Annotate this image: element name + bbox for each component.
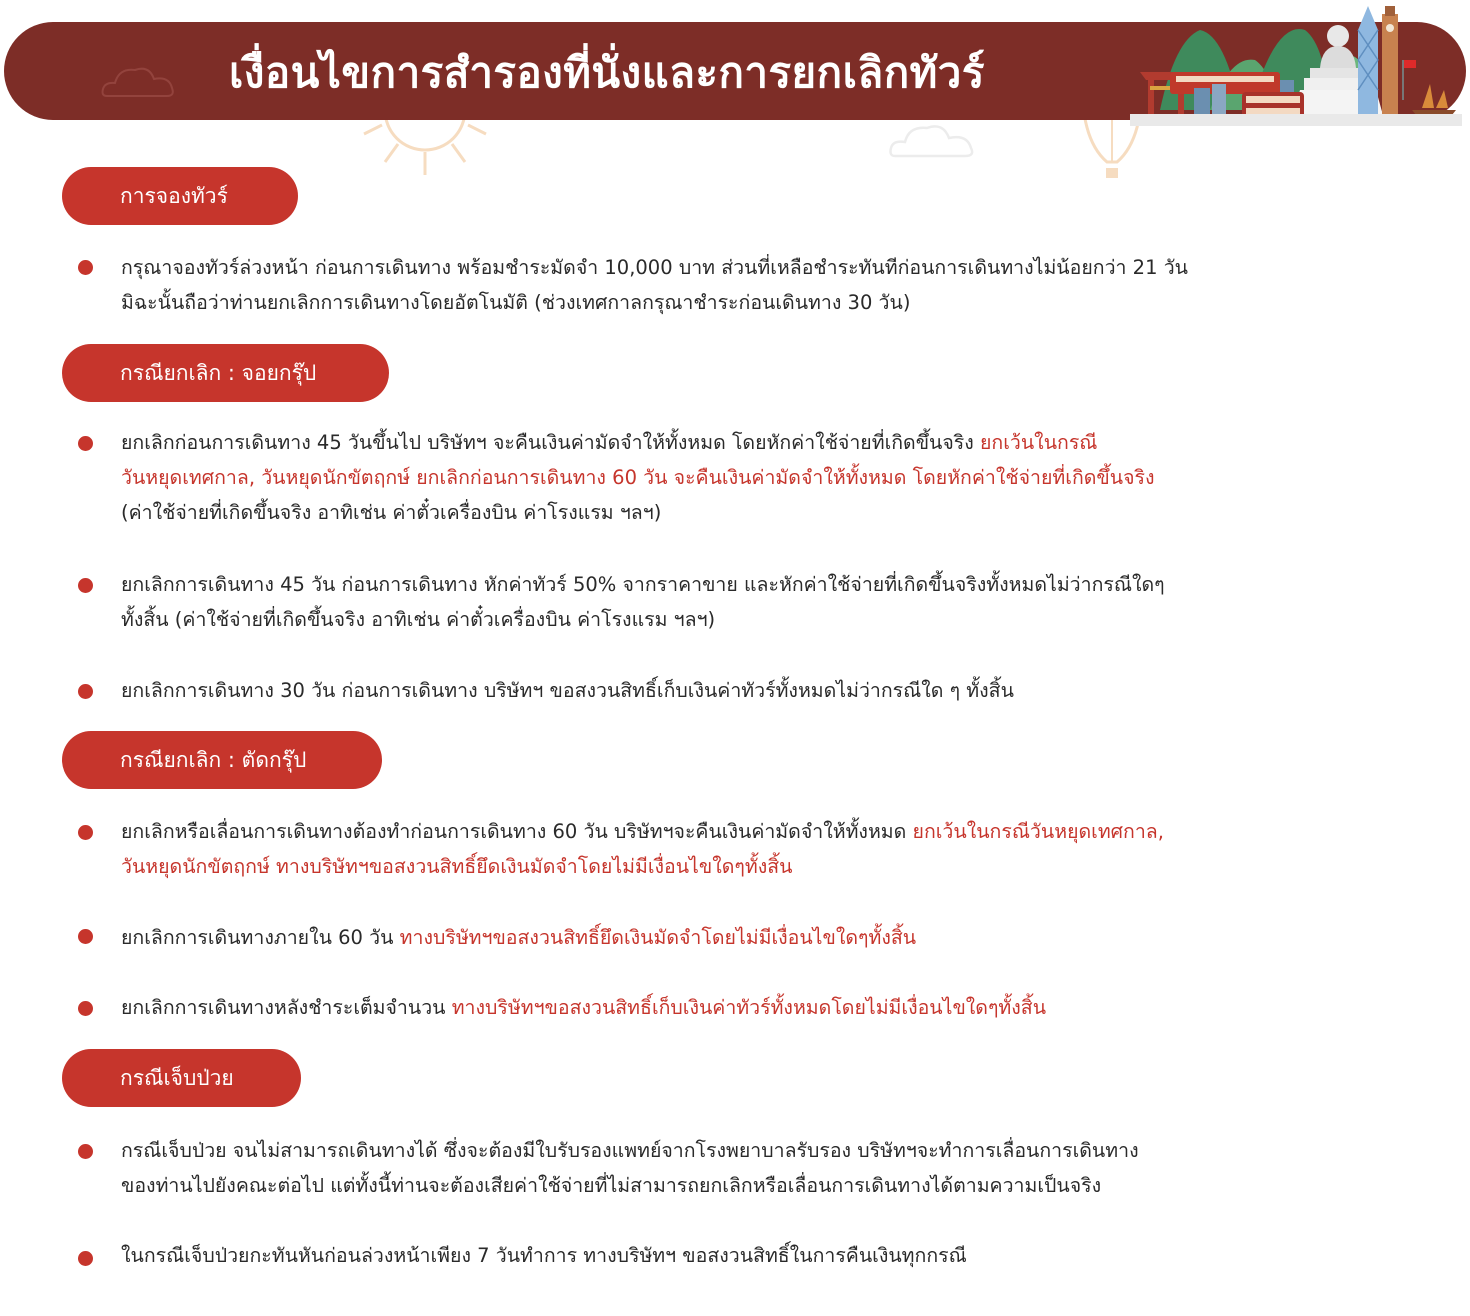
bullet-icon — [78, 260, 93, 275]
bullet-icon — [78, 1001, 93, 1016]
bullet-icon — [78, 1251, 93, 1266]
item-text-line: ในกรณีเจ็บป่วยกะทันหันก่อนล่วงหน้าเพียง 7 วันทำการ ทางบริษัทฯ ขอสงวนสิทธิ์ในการคืนเงินทุกกรณี — [121, 1244, 967, 1267]
cloud-decoration — [885, 118, 980, 163]
section-label-cancel-join: กรณียกเลิก : จอยกรุ๊ป — [62, 344, 389, 402]
hong-kong-landmarks-illustration — [1130, 0, 1462, 126]
bullet-icon — [78, 436, 93, 451]
item-text-line: มิฉะนั้นถือว่าท่านยกเลิกการเดินทางโดยอัตโนมัติ (ช่วงเทศกาลกรุณาชำระก่อนเดินทาง 30 วัน) — [121, 291, 911, 314]
page-title: เงื่อนไขการสำรองที่นั่งและการยกเลิกทัวร์ — [229, 48, 985, 97]
item-text-highlight: ทางบริษัทฯขอสงวนสิทธิ์ยึดเงินมัดจำโดยไม่มีเงื่อนไขใดๆทั้งสิ้น — [399, 926, 917, 949]
bullet-icon — [78, 825, 93, 840]
item-text-line — [121, 814, 1366, 849]
item-text: ยกเลิกการเดินทางหลังชำระเต็มจำนวน — [121, 996, 452, 1019]
item-text-line — [121, 920, 1366, 955]
item-text-line: (ค่าใช้จ่ายที่เกิดขึ้นจริง อาทิเช่น ค่าตั๋วเครื่องบิน ค่าโรงแรม ฯลฯ) — [121, 501, 662, 524]
item-text-line: ของท่านไปยังคณะต่อไป แต่ทั้งนี้ท่านจะต้องเสียค่าใช้จ่ายที่ไม่สามารถยกเลิกหรือเลื่อนการเดินทางได้ตามความเป็นจริง — [121, 1174, 1102, 1197]
bullet-icon — [78, 929, 93, 944]
bullet-icon — [78, 1144, 93, 1159]
item-text-line: ทั้งสิ้น (ค่าใช้จ่ายที่เกิดขึ้นจริง อาทิเช่น ค่าตั๋วเครื่องบิน ค่าโรงแรม ฯลฯ) — [121, 608, 716, 631]
item-text-line: ยกเลิกการเดินทาง 30 วัน ก่อนการเดินทาง บริษัทฯ ขอสงวนสิทธิ์เก็บเงินค่าทัวร์ทั้งหมดไม่ว่ากรณีใด ๆ ทั้งสิ้น — [121, 679, 1014, 702]
item-text-line: กรุณาจองทัวร์ล่วงหน้า ก่อนการเดินทาง พร้อมชำระมัดจำ 10,000 บาท ส่วนที่เหลือชำระทันทีก่อนการเดินทางไม่น้อยกว่า 21 วัน — [121, 256, 1188, 279]
item-text-line: กรณีเจ็บป่วย จนไม่สามารถเดินทางได้ ซึ่งจะต้องมีใบรับรองแพทย์จากโรงพยาบาลรับรอง บริษัทฯจะทำการเลื่อนการเดินทาง — [121, 1139, 1139, 1162]
item-text-highlight: ยกเว้นในกรณีวันหยุดเทศกาล, — [912, 820, 1164, 843]
cloud-icon — [99, 62, 179, 102]
item-text: ยกเลิกหรือเลื่อนการเดินทางต้องทำก่อนการเดินทาง 60 วัน บริษัทฯจะคืนเงินค่ามัดจำให้ทั้งหมด — [121, 820, 913, 843]
bullet-icon — [78, 684, 93, 699]
item-text-line — [121, 990, 1366, 1025]
item-text-line — [121, 425, 1366, 460]
item-text: ยกเลิกการเดินทางภายใน 60 วัน — [121, 926, 400, 949]
section-label-cancel-private: กรณียกเลิก : ตัดกรุ๊ป — [62, 731, 382, 789]
section-label-booking: การจองทัวร์ — [62, 167, 298, 225]
item-text-highlight: ทางบริษัทฯขอสงวนสิทธิ์เก็บเงินค่าทัวร์ทั้งหมดโดยไม่มีเงื่อนไขใดๆทั้งสิ้น — [451, 996, 1047, 1019]
section-label-illness: กรณีเจ็บป่วย — [62, 1049, 301, 1107]
item-text-highlight: ยกเว้นในกรณี — [980, 431, 1098, 454]
bullet-icon — [78, 578, 93, 593]
item-text-highlight: วันหยุดนักขัตฤกษ์ ทางบริษัทฯขอสงวนสิทธิ์ยึดเงินมัดจำโดยไม่มีเงื่อนไขใดๆทั้งสิ้น — [121, 855, 793, 878]
item-text-highlight: วันหยุดเทศกาล, วันหยุดนักขัตฤกษ์ ยกเลิกก่อนการเดินทาง 60 วัน จะคืนเงินค่ามัดจำให้ทั้งหมด โดยหักค่าใช้จ่ายที่เกิดขึ้นจริง — [121, 466, 1155, 489]
item-text: ยกเลิกก่อนการเดินทาง 45 วันขึ้นไป บริษัทฯ จะคืนเงินค่ามัดจำให้ทั้งหมด โดยหักค่าใช้จ่ายที่เกิดขึ้นจริง — [121, 431, 980, 454]
item-text-line: ยกเลิกการเดินทาง 45 วัน ก่อนการเดินทาง หักค่าทัวร์ 50% จากราคาขาย และหักค่าใช้จ่ายที่เกิดขึ้นจริงทั้งหมดไม่ว่ากรณีใดๆ — [121, 573, 1165, 596]
